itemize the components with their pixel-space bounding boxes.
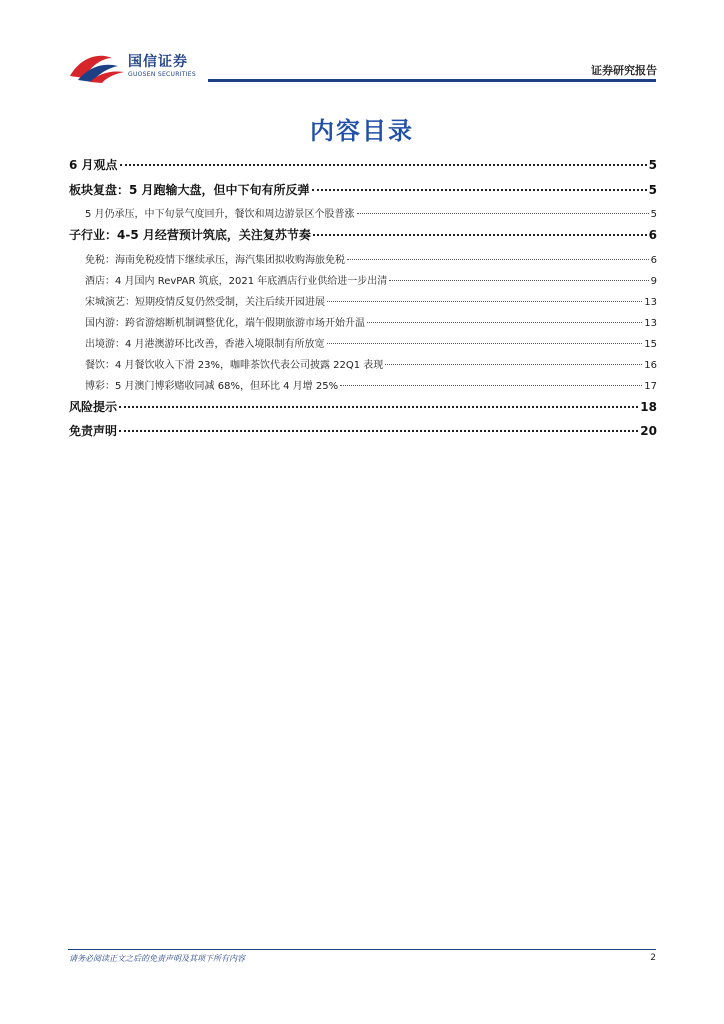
toc-leader-dots	[389, 280, 648, 281]
toc-leader-dots	[340, 385, 642, 386]
toc-entry-page: 5	[648, 182, 657, 197]
page-header	[0, 0, 724, 90]
toc-entry-page: 5	[648, 158, 657, 172]
toc-leader-dots	[119, 430, 638, 432]
toc-entry-page: 17	[644, 380, 657, 392]
toc-subsection-entry[interactable]	[69, 272, 657, 293]
toc-section-entry[interactable]	[69, 226, 657, 251]
toc-entry-page: 20	[640, 424, 657, 438]
toc-leader-dots	[313, 234, 647, 236]
toc-leader-dots	[385, 364, 642, 365]
toc-subsection-entry[interactable]	[69, 335, 657, 356]
toc-subsection-entry[interactable]	[69, 205, 657, 226]
toc-entry-text: 6 月观点	[69, 158, 118, 172]
toc-entry-text: 板块复盘：5 月跑输大盘，但中下旬有所反弹	[69, 182, 310, 197]
toc-subsection-entry[interactable]	[69, 377, 657, 398]
toc-entry-text: 免税：海南免税疫情下继续承压，海汽集团拟收购海旅免税	[85, 254, 345, 266]
header-divider	[208, 79, 656, 82]
toc-entry-page: 13	[644, 317, 657, 329]
toc-entry-text: 博彩：5 月澳门博彩赌收同减 68%，但环比 4 月增 25%	[85, 380, 339, 392]
toc-entry-page: 9	[650, 275, 657, 287]
guosen-logo-icon	[68, 50, 126, 86]
toc-leader-dots	[120, 164, 647, 166]
toc-subsection-entry[interactable]	[69, 314, 657, 335]
table-of-contents	[69, 156, 657, 447]
toc-subsection-entry[interactable]	[69, 356, 657, 377]
toc-section-entry[interactable]	[69, 156, 657, 181]
toc-entry-page: 16	[644, 359, 657, 371]
toc-leader-dots	[327, 301, 642, 302]
toc-entry-page: 18	[640, 399, 657, 414]
toc-entry-text: 宋城演艺：短期疫情反复仍然受制，关注后续开园进展	[85, 296, 325, 308]
report-type-label: 证券研究报告	[591, 64, 657, 77]
toc-title: 内容目录	[310, 117, 414, 145]
toc-subsection-entry[interactable]	[69, 293, 657, 314]
toc-leader-dots	[347, 259, 649, 260]
toc-entry-page: 15	[644, 338, 657, 350]
toc-entry-text: 免责声明	[69, 424, 118, 438]
toc-leader-dots	[312, 189, 647, 191]
toc-entry-text: 酒店：4 月国内 RevPAR 筑底，2021 年底酒店行业供给进一步出清	[85, 275, 388, 287]
logo-english-name: GUOSEN SECURITIES	[128, 71, 197, 78]
toc-entry-text: 国内游：跨省游熔断机制调整优化，端午假期旅游市场开始升温	[85, 317, 365, 329]
toc-entry-page: 5	[650, 209, 657, 220]
toc-leader-dots	[119, 406, 638, 408]
toc-leader-dots	[367, 322, 642, 323]
page-number: 2	[650, 953, 656, 963]
disclaimer-note: 请务必阅读正文之后的免责声明及其项下所有内容	[69, 954, 245, 963]
toc-entry-text: 5 月仍承压，中下旬景气度回升，餐饮和周边游景区个股普涨	[85, 209, 355, 220]
toc-entry-page: 6	[650, 254, 657, 266]
toc-section-entry[interactable]	[69, 398, 657, 423]
guosen-logo	[68, 50, 208, 86]
toc-entry-text: 餐饮：4 月餐饮收入下滑 23%，咖啡茶饮代表公司披露 22Q1 表现	[85, 359, 384, 371]
toc-entry-page: 6	[648, 228, 657, 242]
footer-divider	[68, 949, 656, 950]
toc-entry-text: 子行业：4-5 月经营预计筑底，关注复苏节奏	[69, 228, 311, 242]
toc-section-entry[interactable]	[69, 181, 657, 206]
toc-entry-text: 出境游：4 月港澳游环比改善，香港入境限制有所放宽	[85, 338, 325, 350]
toc-leader-dots	[327, 343, 643, 344]
toc-section-entry[interactable]	[69, 422, 657, 447]
logo-chinese-name: 国信证券	[128, 54, 188, 70]
toc-entry-page: 13	[644, 296, 657, 308]
toc-subsection-entry[interactable]	[69, 251, 657, 272]
toc-entry-text: 风险提示	[69, 399, 118, 414]
toc-leader-dots	[357, 213, 649, 214]
